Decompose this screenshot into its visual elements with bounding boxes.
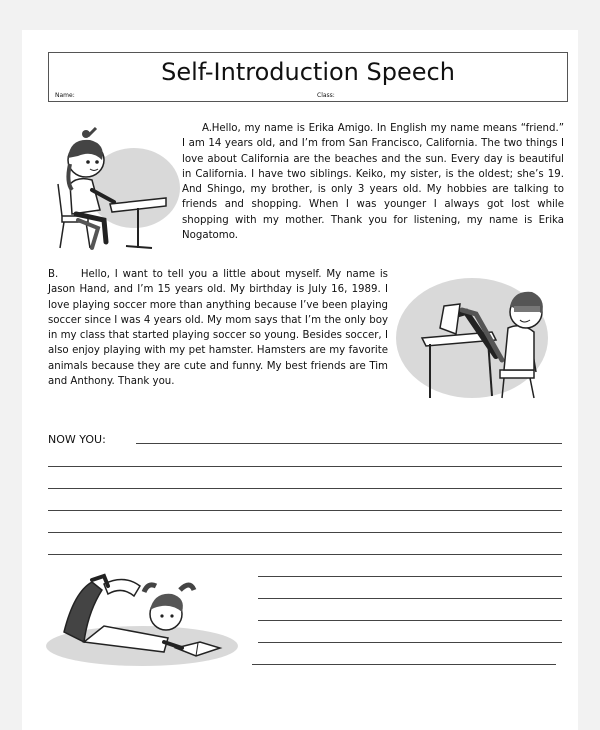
writing-line	[252, 664, 556, 665]
writing-line	[258, 642, 562, 643]
writing-line	[258, 576, 562, 577]
speech-b-text: Hello, I want to tell you a little about myself. My name is Jason Hand, and I’m 15 years old. My birthday is July 16, 1989. I love playing soccer more than anything because I’ve been playing soccer since I was 4 years old. My mom says that I’m the only boy in my class that started playing soccer so young. Besides soccer, I also enjoy playing with my pet hamster. Hamsters are my favorite animals because they are cute and funny. My best friends are Tim and Anthony. Thank you.	[48, 269, 388, 388]
writing-line	[48, 466, 562, 467]
speech-a-text: Hello, my name is Erika Amigo. In English my name means “friend.” I am 14 years old, and I’m from San Francisco, California. The two things I love about California are the beaches and the sun. Every day is beautiful in California. I have two siblings. Keiko, my sister, is the oldest; she’s 19. And Shingo, my brother, is only 3 years old. My hobbies are talking to friends and shopping. When I was younger I always got lost while shopping with my mother. Thank you for listening, my name is Erika Nogatomo.	[182, 123, 564, 242]
speech-b-label: B.	[48, 269, 59, 280]
speech-a-paragraph	[182, 121, 564, 243]
name-label: Name:	[55, 92, 75, 99]
title-box	[48, 52, 568, 102]
speech-b-paragraph	[48, 267, 388, 389]
writing-line	[48, 554, 562, 555]
worksheet-page	[22, 30, 578, 730]
now-you-label: NOW YOU:	[48, 433, 106, 446]
boy-at-desk-illustration	[396, 276, 556, 406]
girl-at-desk-illustration	[48, 124, 180, 256]
writing-line	[136, 443, 562, 444]
writing-line	[48, 532, 562, 533]
class-label: Class:	[317, 92, 335, 99]
writing-line	[258, 598, 562, 599]
speech-a-label: A.	[202, 123, 213, 134]
kids-reading-illustration	[44, 572, 240, 668]
writing-line	[258, 620, 562, 621]
writing-line	[48, 488, 562, 489]
writing-line	[48, 510, 562, 511]
page-title: Self-Introduction Speech	[161, 58, 455, 86]
